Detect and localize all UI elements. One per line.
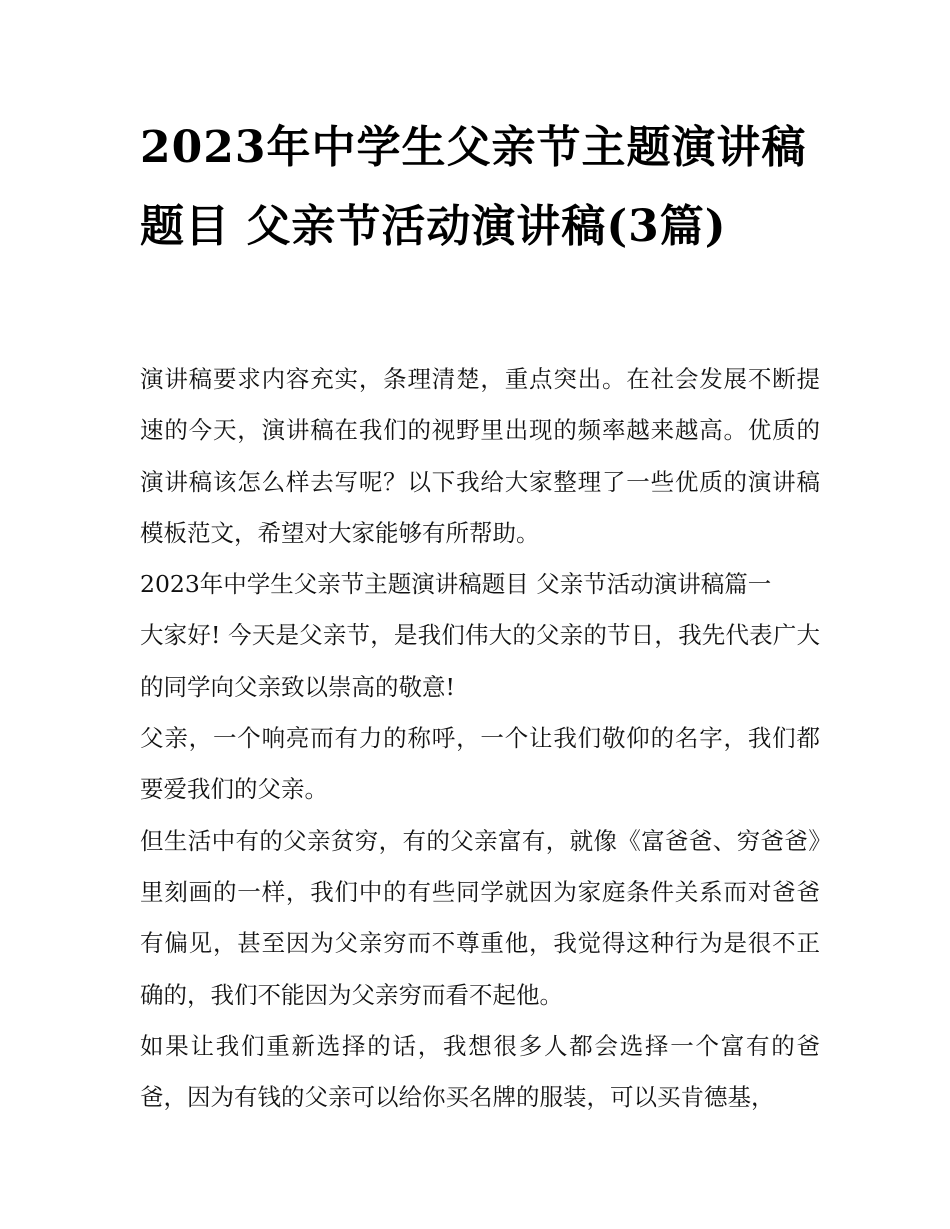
- body-paragraph: 如果让我们重新选择的话，我想很多人都会选择一个富有的爸爸，因为有钱的父亲可以给你买名牌的服装，可以买肯德基，: [140, 1031, 820, 1112]
- body-paragraph: 大家好! 今天是父亲节，是我们伟大的父亲的节日，我先代表广大的同学向父亲致以崇高的敬意!: [140, 621, 820, 701]
- document-body: [140, 354, 820, 1123]
- body-paragraph: 父亲，一个响亮而有力的称呼，一个让我们敬仰的名字，我们都要爱我们的父亲。: [140, 724, 820, 804]
- body-paragraph: 但生活中有的父亲贫穷，有的父亲富有，就像《富爸爸、穷爸爸》里刻画的一样，我们中的有些同学就因为家庭条件关系而对爸爸有偏见，甚至因为父亲穷而不尊重他，我觉得这种行为是很不正确的，我们不能因为父亲穷而看不起他。: [140, 826, 820, 1009]
- intro-paragraph: 演讲稿要求内容充实，条理清楚，重点突出。在社会发展不断提速的今天，演讲稿在我们的视野里出现的频率越来越高。优质的演讲稿该怎么样去写呢？以下我给大家整理了一些优质的演讲稿模板范文，希望对大家能够有所帮助。: [140, 365, 820, 547]
- document-title: 2023年中学生父亲节主题演讲稿题目 父亲节活动演讲稿(3篇): [140, 122, 807, 252]
- section-heading: 2023年中学生父亲节主题演讲稿题目 父亲节活动演讲稿篇一: [140, 570, 772, 599]
